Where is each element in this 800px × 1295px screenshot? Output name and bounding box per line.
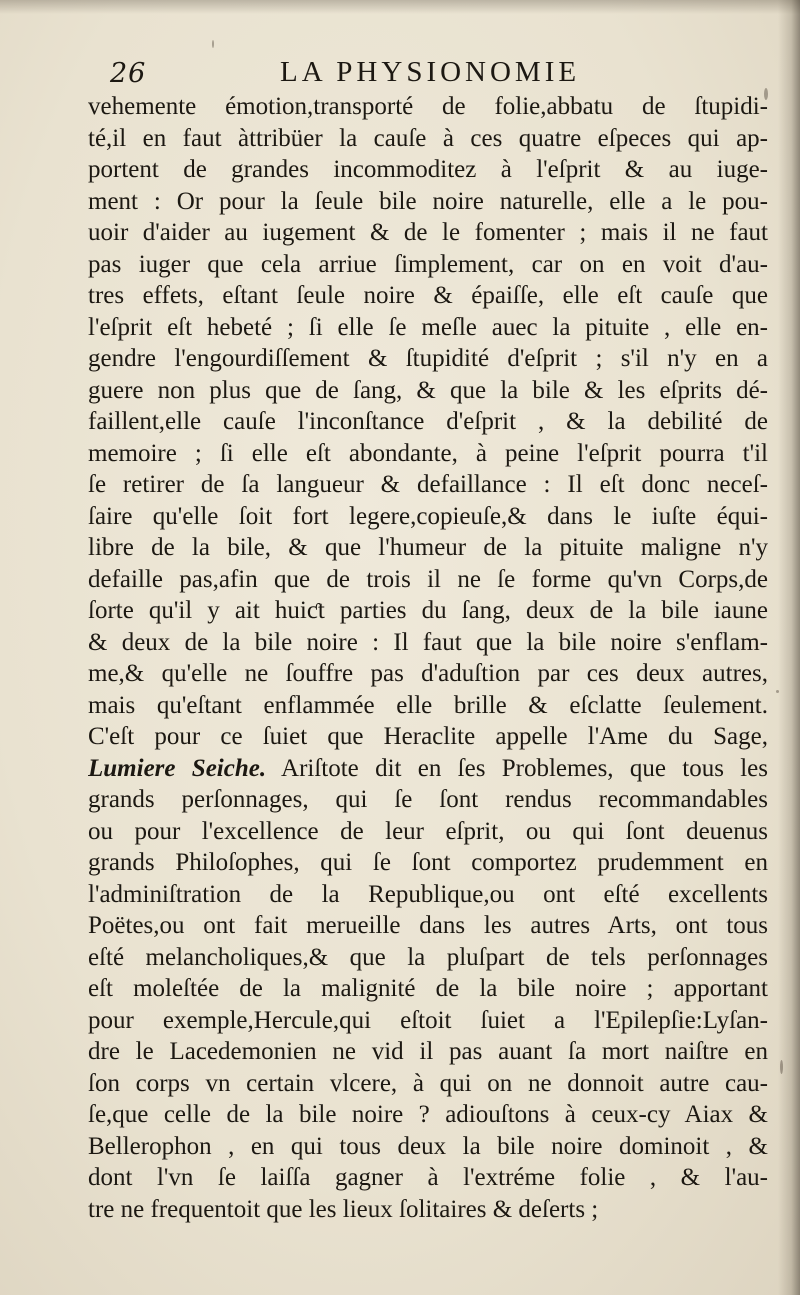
text-line: l'adminiſtration de la Republique,ou ont eſté excellents — [88, 880, 768, 908]
text-line: grands Philoſophes, qui ſe ſont comportez prudemment en — [88, 849, 768, 876]
text-line: eſté melancholiques,& que la pluſpart de tels perſonnages — [88, 943, 768, 971]
text-line: uoir d'aider au iugement & de le fomenter ; mais il ne faut — [88, 219, 768, 246]
running-title: LA PHYSIONOMIE — [280, 56, 581, 88]
text-line: faillent,elle cauſe l'inconſtance d'eſprit , & la debilité de — [88, 408, 768, 435]
text-line: tre ne frequentoit que les lieux ſolitaires & deſerts ; — [88, 1195, 599, 1223]
text-line: ſaire qu'elle ſoit fort legere,copieuſe,& dans le iuſte équi- — [88, 502, 768, 530]
text-line: ſe,que celle de la bile noire ? adiouſtons à ceux-cy Aiax & — [88, 1101, 768, 1128]
text-line: C'eſt pour ce ſuiet que Heraclite appelle l'Ame du Sage, — [88, 723, 768, 750]
text-line: l'eſprit eſt hebeté ; ſi elle ſe meſle auec la pituite , elle en- — [88, 313, 768, 341]
text-line: pas iuger que cela arriue ſimplement, car on en voit d'au- — [88, 250, 768, 278]
text-line: dont l'vn ſe laiſſa gagner à l'extréme folie , & l'au- — [88, 1164, 768, 1191]
text-line: mais qu'eſtant enflammée elle brille & eſclatte ſeulement. — [88, 691, 768, 719]
page-header — [108, 54, 768, 94]
page-top-shadow — [0, 0, 800, 14]
text-line: guere non plus que de ſang, & que la bile & les eſprits dé- — [88, 376, 768, 404]
text-line: memoire ; ſi elle eſt abondante, à peine l'eſprit pourra t'il — [88, 439, 768, 467]
text-line: me,& qu'elle ne ſouffre pas d'aduſtion par ces deux autres, — [88, 660, 768, 687]
text-line: grands perſonnages, qui ſe ſont rendus recommandables — [88, 786, 768, 813]
text-line: Bellerophon , en qui tous deux la bile noire dominoit , & — [88, 1132, 768, 1160]
paper-speck — [776, 690, 779, 693]
text-line: ment : Or pour la ſeule bile noire naturelle, elle a le pou- — [88, 187, 768, 215]
text-line: defaille pas,afin que de trois il ne ſe forme qu'vn Corps,de — [88, 565, 768, 593]
paper-speck — [764, 88, 768, 100]
page-gutter-shadow — [778, 0, 800, 1295]
text-line: ſe retirer de ſa langueur & defaillance : Il eſt donc neceſ- — [88, 471, 768, 498]
text-line: tres effets, eſtant ſeule noire & épaiſſe, elle eſt cauſe que — [88, 282, 768, 309]
text-line: ſon corps vn certain vlcere, à qui on ne donnoit autre cau- — [88, 1069, 768, 1097]
text-line: pour exemple,Hercule,qui eſtoit ſuiet a l'Epilepſie:Lyſan- — [88, 1006, 768, 1034]
text-line: eſt moleſtée de la malignité de la bile noire ; apportant — [88, 975, 768, 1002]
text-line: libre de la bile, & que l'humeur de la pituite maligne n'y — [88, 534, 768, 561]
text-line: ſorte qu'il y ait huiƈt parties du ſang, deux de la bile iaune — [88, 597, 768, 624]
text-line: Poëtes,ou ont fait merueille dans les autres Arts, ont tous — [88, 912, 768, 939]
text-line: dre le Lacedemonien ne vid il pas auant ſa mort naiſtre en — [88, 1038, 768, 1065]
text-line: té,il en faut àttribüer la cauſe à ces quatre eſpeces qui ap- — [88, 124, 768, 152]
italic-phrase: Lumiere Seiche. — [88, 754, 267, 782]
text-line: gendre l'engourdiſſement & ſtupidité d'eſprit ; s'il n'y en a — [88, 345, 768, 372]
body-text — [88, 91, 768, 1225]
text-line: & deux de la bile noire : Il faut que la bile noire s'enflam- — [88, 628, 768, 656]
paper-speck — [212, 40, 214, 48]
paper-speck — [780, 1060, 783, 1074]
text-line: vehemente émotion,transporté de folie,abbatu de ſtupidi- — [88, 93, 768, 120]
text-line: ou pour l'excellence de leur eſprit, ou qui ſont deuenus — [88, 817, 768, 845]
page-number: 26 — [110, 58, 147, 89]
text-line: Lumiere Seiche. Ariſtote dit en ſes Problemes, que tous les — [88, 754, 768, 782]
text-line: portent de grandes incommoditez à l'eſprit & au iuge- — [88, 156, 768, 183]
